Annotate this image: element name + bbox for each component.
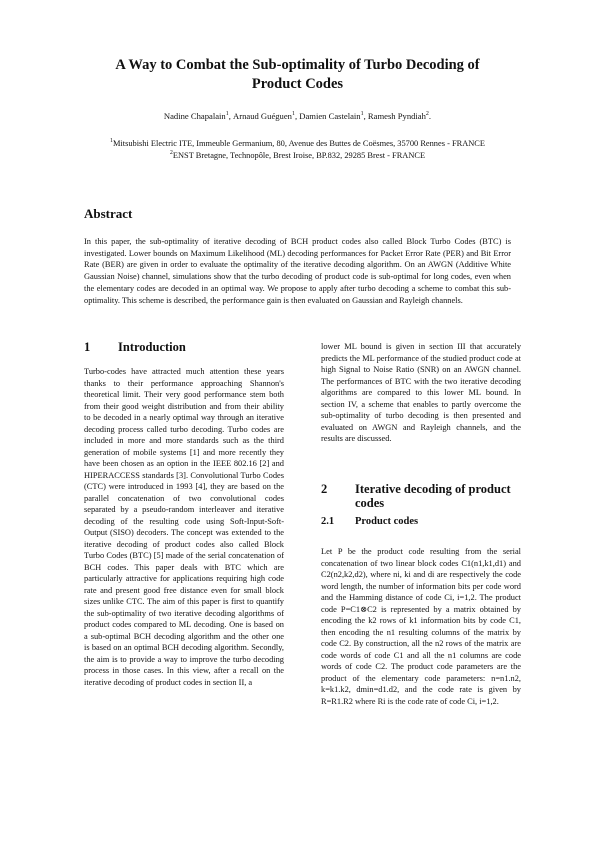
affiliation-2: $^2$ENST Bretagne, Technopôle, Brest Iroise, BP.832, 29285 Brest - FRANCE xyxy=(169,149,426,160)
section-title-line-1: Iterative decoding of product xyxy=(355,482,511,496)
affiliations xyxy=(50,138,545,161)
introduction-continued: lower ML bound is given in section III that accurately predicts the ML performance of the studied product code at high Signal to Noise Ratio (SNR) on an AWGN channel. The performances of BTC with the two iterative decoding algorithms are compared to this lower ML bound. In section IV, a scheme that enables to partly overcome the sub-optimality of turbo decoding is then presented and evaluated on AWGN and Rayleigh channels, and the results are discussed. xyxy=(321,342,521,443)
section-number: 1 xyxy=(84,340,91,354)
left-column xyxy=(84,366,284,688)
right-column-product-codes xyxy=(321,546,521,707)
author: Damien Castelain$^1$, xyxy=(299,111,368,121)
author-list xyxy=(60,111,535,122)
introduction-paragraph: Turbo-codes have attracted much attention these years thanks to their performance approaching Shannon's theoretical limit. Their very good performance stem both from their good weight distribution and from their ability to be decoded in a nearly optimal way through an iterative decoding process called turbo decoding. Turbo codes are included in more and more standards such as the third generation of mobile systems [1] and more recently they have been chosen as an option in the IEEE 802.16 [2] and HIPERACCESS standards [3]. Convolutional Turbo Codes (CTC) were introduced in 1993 [4], they are based on the parallel concatenation of two convolutional codes separated by a pseudo-random interleaver and iterative decoding of the resulting code using Soft-Input-Soft-Output (SISO) decoders. The concept was extended to the iterative decoding of product codes also called Block Turbo Codes (BTC) [5] made of the serial concatenation of BCH codes. This paper deals with BTC which are particularly attractive for applications requiring high code rate and present good free distance even for small block sizes unlike CTC. The aim of this paper is first to quantify the sub-optimality of two iterative decoding algorithms of product codes compared to ML decoding. One is based on a sub-optimal BCH decoding algorithm and the other one is based on an optimal BCH decoding algorithm. Secondly, the aim is to provide a way to improve the turbo decoding process in those cases. In this view, after a recall on the iterative decoding of product codes in section II, a xyxy=(84,367,284,687)
author: Arnaud Guéguen$^1$, xyxy=(233,111,300,121)
affiliation-1: $^1$Mitsubishi Electric ITE, Immeuble Germanium, 80, Avenue des Buttes de Coësmes, 35700 Rennes - FRANCE xyxy=(109,138,485,148)
title-line-1: A Way to Combat the Sub-optimality of Turbo Decoding of xyxy=(115,57,480,73)
section-2-heading xyxy=(321,482,511,510)
product-codes-paragraph: Let P be the product code resulting from the serial concatenation of two linear block codes C1(n1,k1,d1) and C2(n2,k2,d2), where ni, ki and di are respectively the code word length, the number of information bits per code word and the Hamming distance of code Ci, i=1,2. The product code P=C1⊗C2 is represented by a matrix obtained by encoding the k2 rows of k1 information bits by code C1, then encoding the n1 resulting columns of the matrix by code C2. By construction, all the n2 rows of the matrix are code words of code C1 and all the n1 columns are code words of code C2. The product code parameters are the product of the elementary code parameters: n=n1.n2, k=k1.k2, dmin=d1.d2, and the code rate is given by R=R1.R2 where Ri is the code rate of code Ci, i=1,2. xyxy=(321,547,521,706)
subsection-number: 2.1 xyxy=(321,516,335,527)
section-1-heading xyxy=(84,340,186,354)
subsection-2-1-heading xyxy=(321,516,418,527)
author: Nadine Chapalain$^1$, xyxy=(163,111,234,121)
section-title: Introduction xyxy=(118,340,186,354)
paper-title xyxy=(60,56,535,94)
right-column-intro xyxy=(321,341,521,445)
author: Ramesh Pyndiah$^2$. xyxy=(367,111,432,121)
abstract-text: In this paper, the sub-optimality of iterative decoding of BCH product codes also called Block Turbo Codes (BTC) is investigated. Lower bounds on Maximum Likelihood (ML) decoding performances for Packet Error Rate (PER) and Bit Error Rate (BER) are given in order to evaluate the optimality of the iterative decoding algorithm. On an AWGN (Additive White Gaussian Noise) channel, simulations show that the turbo decoding of product code is sub-optimal for long codes, even when the elementary codes are decoded in an optimal way. We propose to apply after turbo decoding a scheme to combat this sub-optimality. This scheme is described, the performance gain is then evaluated on Gaussian and Rayleigh channels. xyxy=(84,237,511,305)
section-title-line-2: codes xyxy=(355,496,385,510)
abstract-heading: Abstract xyxy=(84,206,133,221)
title-line-2: Product Codes xyxy=(251,76,344,92)
subsection-title: Product codes xyxy=(355,516,419,527)
section-number: 2 xyxy=(321,482,328,496)
